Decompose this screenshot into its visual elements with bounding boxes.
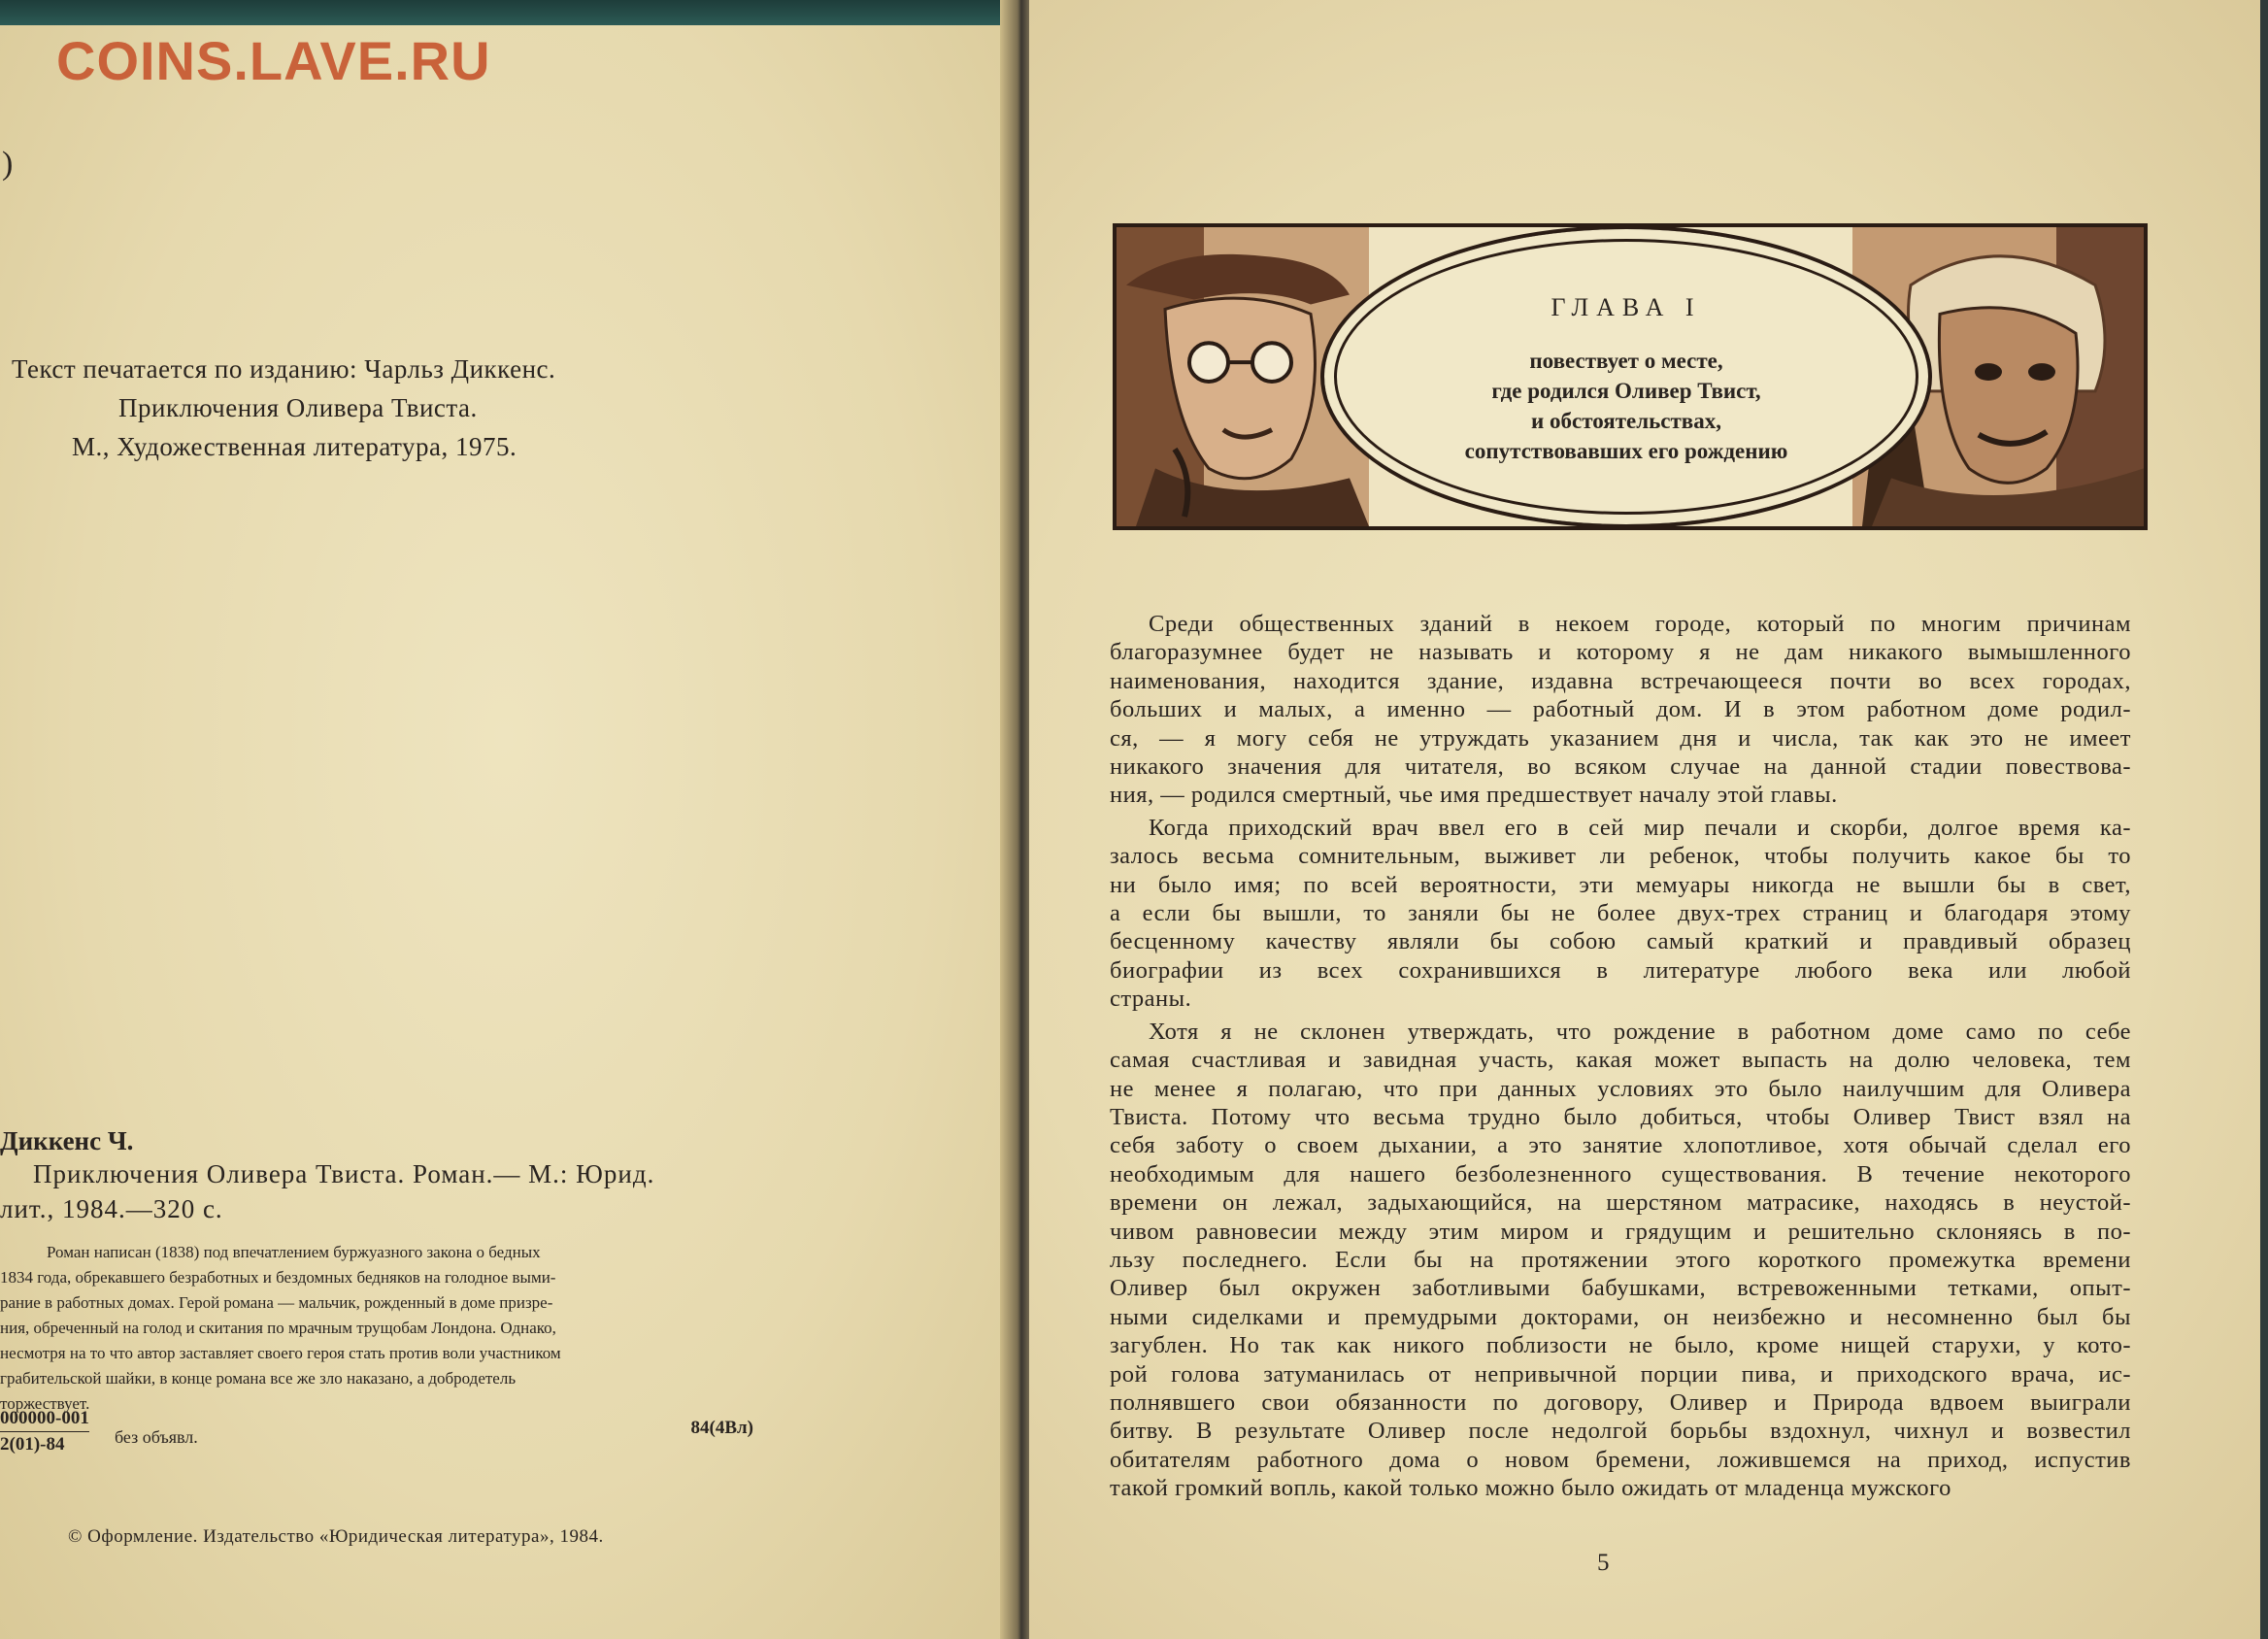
chapter-subtitle-line: сопутствовавших его рождению xyxy=(1464,439,1788,463)
text-line: ния, — родился смертный, чье имя предшествует началу этой главы. xyxy=(1110,782,1838,809)
text-line: ными сиделками и премудрыми докторами, он неизбежно и несомненно был бы xyxy=(1110,1303,2131,1330)
chapter-subtitle xyxy=(1324,346,1928,466)
code-bottom: 2(01)-84 xyxy=(0,1434,65,1455)
chapter-subtitle-line: и обстоятельствах, xyxy=(1531,409,1721,433)
text-line: бесценному качеству являли бы собою самый краткий и правдивый образец xyxy=(1110,928,2131,955)
annotation-line: 1834 года, обрекавшего безработных и бездомных бедняков на голодное выми- xyxy=(0,1268,556,1287)
text-line: больших и малых, а именно — работный дом. И в этом работном доме родил- xyxy=(1110,696,2131,723)
text-line: не менее я полагаю, что при данных условиях это было наилучшим для Оливера xyxy=(1110,1075,2131,1102)
source-note xyxy=(12,350,555,466)
text-line: ни было имя; по всей вероятности, эти мемуары никогда не вышли бы в свет, xyxy=(1110,871,2131,898)
annotation-line: несмотря на то что автор заставляет своего героя стать против воли участником xyxy=(0,1344,561,1362)
text-line: загублен. Но так как никого поблизости не было, кроме нищей старухи, у кото- xyxy=(1110,1332,2131,1359)
annotation-line: рание в работных домах. Герой романа — мальчик, рожденный в доме призре- xyxy=(0,1293,553,1312)
text-line: Когда приходский врач ввел его в сей мир печали и скорби, долгое время ка- xyxy=(1149,814,2131,841)
text-line: времени он лежал, задыхающийся, на шерстяном матрасике, находясь в неустой- xyxy=(1110,1189,2131,1217)
annotation-line: Роман написан (1838) под впечатлением буржуазного закона о бедных xyxy=(47,1243,541,1261)
book-cover-edge xyxy=(0,0,1010,25)
page-number: 5 xyxy=(1597,1550,1610,1576)
chapter-subtitle-line: где родился Оливер Твист, xyxy=(1491,379,1761,403)
text-line: обитателям работного дома о новом бремени, ложившемся на приход, испустив xyxy=(1110,1446,2131,1473)
annotation-line: грабительской шайки, в конце романа все же зло наказано, а добродетель xyxy=(0,1369,517,1388)
text-line: рой голова затуманилась от непривычной порции пива, и приходского врача, ис- xyxy=(1110,1360,2131,1388)
paragraph xyxy=(1110,814,2131,1014)
author-heading: Диккенс Ч. xyxy=(0,1126,134,1155)
text-line: такой громкий вопль, какой только можно было ожидать от младенца мужского xyxy=(1110,1475,1951,1502)
source-note-line: Текст печатается по изданию: Чарльз Диккенс. xyxy=(12,354,556,384)
source-note-line: Приключения Оливера Твиста. xyxy=(118,393,478,422)
code-top: 000000-001 xyxy=(0,1408,89,1432)
chapter-header-illustration xyxy=(1113,223,2148,530)
bbk-code: 84(4Вл) xyxy=(690,1418,753,1438)
edge-mark: ) xyxy=(2,146,14,182)
text-line: полнявшего свои обязанности по договору, Оливер и Природа вдвоем выиграли xyxy=(1110,1388,2131,1416)
text-line: страны. xyxy=(1110,986,1192,1013)
text-line: Оливер был окружен заботливыми бабушками, встревоженными тетками, опыт- xyxy=(1110,1275,2131,1302)
text-line: льзу последнего. Если бы на протяжении этого короткого промежутка времени xyxy=(1110,1246,2131,1273)
annotation-line: ния, обреченный на голод и скитания по мрачным трущобам Лондона. Однако, xyxy=(0,1319,556,1337)
annotation-line: торжествует. xyxy=(0,1394,90,1413)
watermark: COINS.LAVE.RU xyxy=(56,30,491,91)
text-line: Среди общественных зданий в некоем городе, который по многим причинам xyxy=(1149,611,2131,637)
text-line: биографии из всех сохранившихся в литературе любого века или любой xyxy=(1110,956,2131,984)
bibliographic-record xyxy=(0,1126,757,1417)
left-page xyxy=(0,0,1010,1639)
paragraph xyxy=(1110,1018,2131,1503)
paragraph xyxy=(1110,610,2131,810)
copyright: © Оформление. Издательство «Юридическая литература», 1984. xyxy=(68,1526,604,1547)
catalog-fraction xyxy=(0,1408,89,1455)
chapter-label: ГЛАВА I xyxy=(1551,293,1702,321)
text-line: себя заботу о своем дыхании, а это занятие хлопотливое, хотя обычай сделал его xyxy=(1110,1132,2131,1159)
text-line: а если бы вышли, то заняли бы не более двух-трех страниц и благодаря этому xyxy=(1110,900,2131,927)
code-note: без объявл. xyxy=(115,1427,198,1447)
text-line: битву. В результате Оливер после недолгой борьбы вздохнул, чихнул и возвестил xyxy=(1110,1418,2131,1445)
annotation xyxy=(0,1240,752,1417)
text-line: никакого значения для читателя, во всяком случае на данной стадии повествова- xyxy=(1110,753,2131,781)
source-note-line: М., Художественная литература, 1975. xyxy=(72,432,517,461)
text-line: наименования, находится здание, издавна встречающееся почти во всех городах, xyxy=(1110,667,2131,694)
biblio-line: Приключения Оливера Твиста. Роман.— М.: Юрид. xyxy=(33,1159,655,1188)
text-line: благоразумнее будет не называть и которому я не дам никакого вымышленного xyxy=(1110,639,2131,666)
text-line: необходимым для нашего безболезненного существования. В течение некоторого xyxy=(1110,1160,2131,1187)
chapter-body-text xyxy=(1110,610,2131,1507)
text-line: Хотя я не склонен утверждать, что рождение в работном доме само по себе xyxy=(1149,1018,2131,1045)
chapter-subtitle-line: повествует о месте, xyxy=(1529,349,1723,373)
biblio-line: лит., 1984.—320 с. xyxy=(0,1194,223,1223)
text-line: залось весьма сомнительным, выживет ли ребенок, чтобы получить какое бы то xyxy=(1110,843,2131,870)
text-line: самая счастливая и завидная участь, какая может выпасть на долю человека, тем xyxy=(1110,1047,2131,1074)
text-line: чивом равновесии между этим миром и грядущим и решительно склоняясь в по- xyxy=(1110,1218,2131,1245)
text-line: Твиста. Потому что весьма трудно было добиться, чтобы Оливер Твист взял на xyxy=(1110,1103,2131,1130)
text-line: ся, — я могу себя не утруждать указанием дня и числа, так как это не имеет xyxy=(1110,724,2131,752)
chapter-title-oval xyxy=(1320,225,1932,528)
